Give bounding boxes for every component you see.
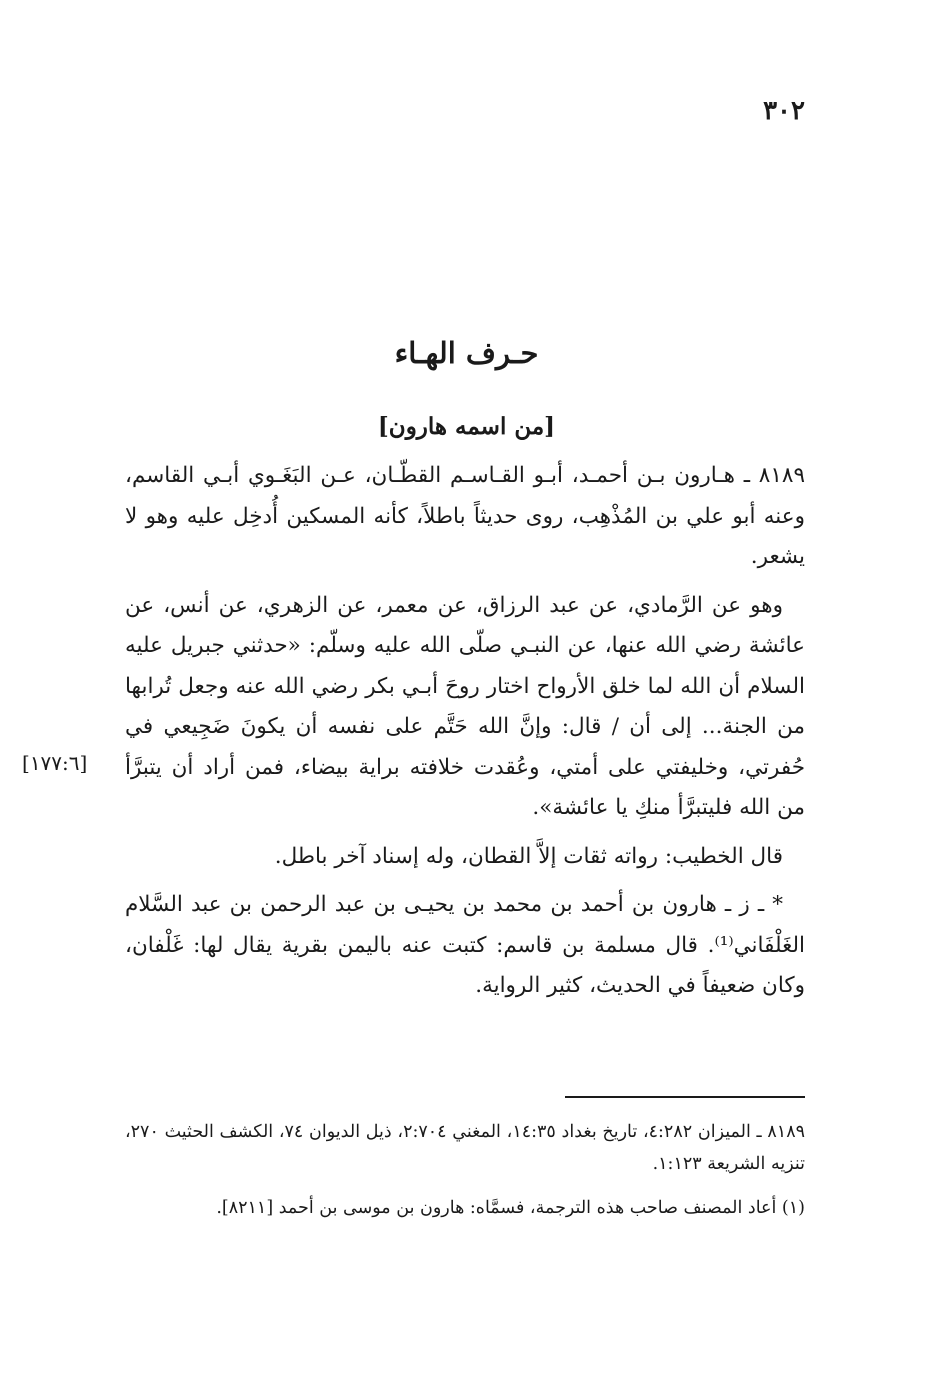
- main-text: [125, 456, 805, 1015]
- hadith-paragraph: وهو عن الرَّمادي، عن عبد الرزاق، عن معمر، عن الزهري، عن أنس، عن عائشة رضي الله عنها، عن النبـي صلّى الله عليه وسلّم: «حدثني جبريل عليه السلام أن الله لما خلق الأرواح اختار روحَ أبـي بكر رضي الله عنه وجعل تُرابها من الجنة... إلى أن / قال: وإنَّ الله حَتَّم على نفسه أن يكونَ ضَجِيعي في حُفرتي، وخليفتي على أمتي، وعُقدت خلافته براية بيضاء، فمن أراد أن يتبرَّأ من الله فليتبرَّأ منكِ يا عائشة».: [125, 592, 805, 820]
- khatib-comment-paragraph: قال الخطيب: رواته ثقات إلاَّ القطان، وله إسناد آخر باطل.: [274, 843, 783, 869]
- footnotes: [125, 1116, 805, 1236]
- second-entry-paragraph: * ـ ز ـ هارون بن أحمد بن محمد بن يحيـى بن عبد الرحمن بن عبد السَّلام الغَلْفَاني⁽¹⁾. قال مسلمة بن قاسم: كتبت عنه باليمن بقرية يقال لها: غَلْفان، وكان ضعيفاً في الحديث، كثير الرواية.: [125, 892, 805, 998]
- page-number: ٣٠٢: [763, 96, 805, 126]
- margin-reference: [١٧٧:٦]: [22, 751, 88, 775]
- footnote-divider: [565, 1096, 805, 1098]
- entry-paragraph: ٨١٨٩ ـ هـارون بـن أحمـد، أبـو القـاسـم القطّـان، عـن البَغَـوي أبـي القاسم، وعنه أبو علي بن المُذْهِب، روى حديثاً باطلاً، كأنه المسكين أُدخِل عليه وهو لا يشعر.: [125, 463, 805, 569]
- chapter-title: حـرف الهـاء: [394, 336, 539, 370]
- footnote-sources: ٨١٨٩ ـ الميزان ٤:٢٨٢، تاريخ بغداد ١٤:٣٥، المغني ٢:٧٠٤، ذيل الديوان ٧٤، الكشف الحثيث ٢٧٠، تنزيه الشريعة ١:١٢٣.: [125, 1122, 805, 1174]
- section-title: [من اسمه هارون]: [377, 413, 556, 440]
- footnote-1: (١) أعاد المصنف صاحب هذه الترجمة، فسمَّاه: هارون بن موسى بن أحمد [٨٢١١].: [216, 1198, 805, 1218]
